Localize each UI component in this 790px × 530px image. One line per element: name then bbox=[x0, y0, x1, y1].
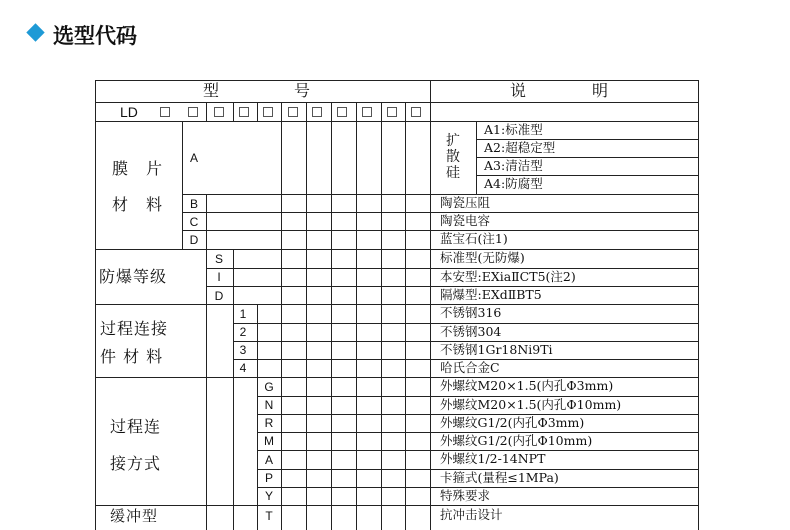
header-model-char-1: 型 bbox=[203, 81, 220, 100]
explosion-desc-d: 隔爆型:EXdⅡBT5 bbox=[440, 287, 542, 302]
connection-label-line2: 接方式 bbox=[110, 454, 162, 473]
code-slot-box bbox=[214, 107, 224, 117]
code-slot-box bbox=[288, 107, 298, 117]
connection-code-m: M bbox=[264, 434, 274, 448]
connection-desc-m: 外螺纹G1/2(内孔Φ10mm) bbox=[440, 433, 593, 448]
explosion-label: 防爆等级 bbox=[99, 267, 168, 286]
code-slot-box bbox=[188, 107, 198, 117]
connection-code-g: G bbox=[264, 380, 274, 394]
code-slot-box bbox=[160, 107, 170, 117]
material-label-line1: 过程连接 bbox=[100, 319, 169, 338]
diffused-char-3: 硅 bbox=[446, 165, 460, 181]
connection-desc-n: 外螺纹M20×1.5(内孔Φ10mm) bbox=[440, 397, 622, 412]
membrane-code-b: B bbox=[189, 197, 198, 211]
material-label-line2: 件 材 料 bbox=[100, 347, 164, 366]
ld-label: LD bbox=[120, 104, 138, 120]
explosion-code-s: S bbox=[214, 252, 223, 266]
connection-desc-y: 特殊要求 bbox=[440, 488, 491, 503]
material-desc-2: 不锈钢304 bbox=[440, 324, 502, 339]
material-code-3: 3 bbox=[239, 343, 247, 357]
code-slot-box bbox=[239, 107, 249, 117]
material-code-4: 4 bbox=[239, 361, 247, 375]
header-desc-char-1: 说 bbox=[510, 81, 527, 100]
connection-label-line1: 过程连 bbox=[110, 417, 162, 436]
code-slot-box bbox=[312, 107, 322, 117]
header-model-char-2: 号 bbox=[294, 81, 311, 100]
code-slot-box bbox=[362, 107, 372, 117]
explosion-desc-i: 本安型:EXiaⅡCT5(注2) bbox=[440, 269, 576, 284]
membrane-code-d: D bbox=[189, 233, 199, 247]
connection-code-n: N bbox=[264, 398, 274, 412]
explosion-code-i: I bbox=[217, 270, 221, 284]
connection-desc-a: 外螺纹1/2-14NPT bbox=[440, 451, 546, 466]
connection-code-y: Y bbox=[264, 489, 273, 503]
material-desc-4: 哈氏合金C bbox=[440, 360, 500, 375]
membrane-code-a: A bbox=[189, 151, 198, 165]
diffused-char-2: 散 bbox=[446, 149, 460, 165]
header-desc-char-2: 明 bbox=[592, 81, 609, 100]
code-slot-box bbox=[411, 107, 421, 117]
membrane-option-a2: A2:超稳定型 bbox=[484, 140, 556, 155]
membrane-code-c: C bbox=[189, 215, 199, 229]
code-slot-box bbox=[263, 107, 273, 117]
material-code-1: 1 bbox=[239, 307, 247, 321]
membrane-label-line2: 材 料 bbox=[112, 195, 164, 214]
membrane-desc-c: 陶瓷电容 bbox=[440, 213, 491, 228]
section-title: 选型代码 bbox=[53, 24, 137, 48]
membrane-desc-d: 蓝宝石(注1) bbox=[440, 231, 508, 246]
connection-desc-r: 外螺纹G1/2(内孔Φ3mm) bbox=[440, 415, 585, 430]
diffused-char-1: 扩 bbox=[446, 133, 460, 149]
material-desc-3: 不锈钢1Gr18Ni9Ti bbox=[440, 342, 553, 357]
membrane-desc-b: 陶瓷压阻 bbox=[440, 195, 491, 210]
membrane-option-a3: A3:清洁型 bbox=[484, 158, 543, 173]
connection-code-a: A bbox=[264, 453, 273, 467]
connection-code-p: P bbox=[264, 471, 273, 485]
code-slot-box bbox=[387, 107, 397, 117]
buffer-code-t: T bbox=[265, 509, 273, 523]
connection-desc-g: 外螺纹M20×1.5(内孔Φ3mm) bbox=[440, 378, 614, 393]
buffer-label: 缓冲型 bbox=[110, 507, 159, 525]
connection-code-r: R bbox=[264, 416, 274, 430]
membrane-label-line1: 膜 片 bbox=[112, 159, 164, 178]
membrane-option-a4: A4:防腐型 bbox=[484, 176, 543, 191]
explosion-code-d: D bbox=[214, 289, 224, 303]
material-desc-1: 不锈钢316 bbox=[440, 305, 502, 320]
buffer-desc-t: 抗冲击设计 bbox=[440, 507, 503, 522]
material-code-2: 2 bbox=[239, 325, 247, 339]
connection-desc-p: 卡箍式(量程≤1MPa) bbox=[440, 470, 559, 485]
code-slot-box bbox=[337, 107, 347, 117]
explosion-desc-s: 标准型(无防爆) bbox=[440, 250, 525, 265]
membrane-option-a1: A1:标准型 bbox=[484, 122, 543, 137]
